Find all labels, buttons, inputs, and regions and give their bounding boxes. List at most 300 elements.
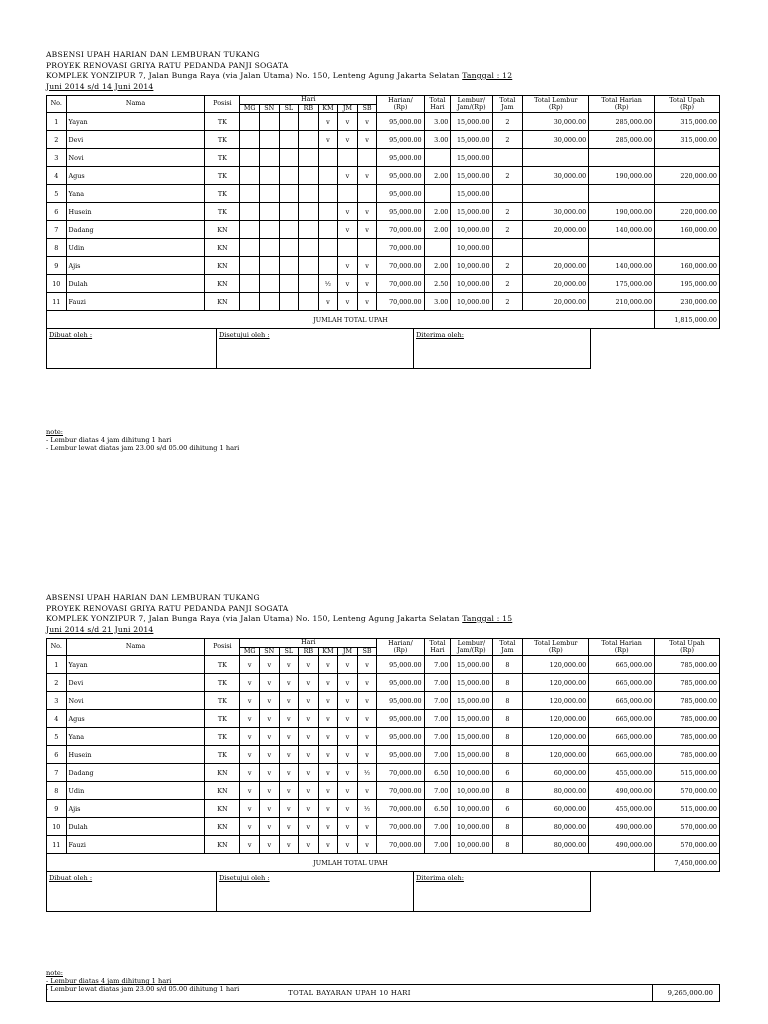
cell-day-mark: ½ <box>357 800 377 818</box>
grand-total-label: TOTAL BAYARAN UPAH 10 HARI <box>47 985 653 1001</box>
cell-lembur: 10,000.00 <box>451 782 492 800</box>
cell-nama: Agus <box>66 710 205 728</box>
cell-nama: Dulah <box>66 275 205 293</box>
cell-day-mark <box>240 257 260 275</box>
cell-total-hari <box>424 185 451 203</box>
date-period: Juni 2014 s/d 14 Juni 2014 <box>46 81 154 91</box>
cell-nama: Dadang <box>66 764 205 782</box>
cell-day-mark: v <box>259 746 279 764</box>
cell-day-mark: v <box>318 818 338 836</box>
cell-day-mark: v <box>338 674 358 692</box>
cell-day-mark: v <box>357 275 377 293</box>
cell-day-mark: v <box>299 692 319 710</box>
cell-total-harian: 665,000.00 <box>589 746 655 764</box>
cell-total-lembur: 80,000.00 <box>523 782 589 800</box>
cell-total-jam: 2 <box>492 293 523 311</box>
cell-day-mark: v <box>299 728 319 746</box>
cell-harian: 70,000.00 <box>377 239 424 257</box>
cell-day-mark: v <box>240 728 260 746</box>
cell-posisi: TK <box>205 185 240 203</box>
cell-day-mark <box>338 149 358 167</box>
cell-day-mark <box>279 185 299 203</box>
cell-nama: Agus <box>66 167 205 185</box>
cell-total-hari: 2.00 <box>424 257 451 275</box>
cell-no: 10 <box>47 275 67 293</box>
cell-day-mark: v <box>357 221 377 239</box>
cell-total-jam: 2 <box>492 203 523 221</box>
cell-day-mark: v <box>240 800 260 818</box>
col-no: No. <box>47 639 67 656</box>
cell-harian: 95,000.00 <box>377 674 424 692</box>
cell-lembur: 15,000.00 <box>451 746 492 764</box>
signature-diterima: Diterima oleh: <box>416 331 464 339</box>
cell-total-hari: 7.00 <box>424 710 451 728</box>
cell-lembur: 15,000.00 <box>451 149 492 167</box>
cell-day-mark: v <box>338 131 358 149</box>
col-total-jam: Total Jam <box>492 96 523 113</box>
cell-lembur: 15,000.00 <box>451 674 492 692</box>
cell-no: 9 <box>47 800 67 818</box>
table-row <box>47 293 720 311</box>
table-row <box>47 239 720 257</box>
cell-day-mark: v <box>299 818 319 836</box>
cell-posisi: TK <box>205 203 240 221</box>
cell-total-hari: 7.00 <box>424 728 451 746</box>
cell-harian: 70,000.00 <box>377 800 424 818</box>
cell-posisi: TK <box>205 692 240 710</box>
cell-lembur: 15,000.00 <box>451 185 492 203</box>
col-lembur: Lembur/ Jam/(Rp) <box>451 639 492 656</box>
cell-no: 7 <box>47 764 67 782</box>
cell-day-mark: v <box>259 800 279 818</box>
cell-no: 6 <box>47 203 67 221</box>
cell-total-lembur: 80,000.00 <box>523 818 589 836</box>
cell-day-mark: v <box>279 728 299 746</box>
cell-total-upah: 515,000.00 <box>655 764 720 782</box>
col-nama: Nama <box>66 639 205 656</box>
col-hari: Hari <box>240 96 377 105</box>
cell-total-hari <box>424 149 451 167</box>
cell-total-jam: 6 <box>492 764 523 782</box>
cell-day-mark: v <box>259 818 279 836</box>
cell-nama: Ajis <box>66 800 205 818</box>
cell-day-mark <box>259 113 279 131</box>
cell-nama: Yana <box>66 728 205 746</box>
col-harian: Harian/ (Rp) <box>377 96 424 113</box>
cell-day-mark <box>279 239 299 257</box>
cell-lembur: 10,000.00 <box>451 239 492 257</box>
cell-total-lembur: 30,000.00 <box>523 131 589 149</box>
cell-total-hari: 7.00 <box>424 782 451 800</box>
table-row <box>47 113 720 131</box>
doc-title: ABSENSI UPAH HARIAN DAN LEMBURAN TUKANG <box>46 593 260 602</box>
total-value: 7,450,000.00 <box>655 854 720 872</box>
cell-day-mark: v <box>240 710 260 728</box>
cell-total-lembur: 120,000.00 <box>523 656 589 674</box>
col-total-harian: Total Harian (Rp) <box>589 639 655 656</box>
col-total-upah: Total Upah (Rp) <box>655 96 720 113</box>
cell-total-lembur <box>523 239 589 257</box>
col-day: RB <box>299 104 319 113</box>
cell-no: 8 <box>47 239 67 257</box>
doc-title: ABSENSI UPAH HARIAN DAN LEMBURAN TUKANG <box>46 50 260 59</box>
cell-day-mark <box>299 275 319 293</box>
col-day: MG <box>240 104 260 113</box>
cell-total-hari: 2.00 <box>424 203 451 221</box>
cell-day-mark: v <box>318 710 338 728</box>
cell-total-hari: 7.00 <box>424 836 451 854</box>
col-day: SN <box>259 647 279 656</box>
cell-harian: 95,000.00 <box>377 185 424 203</box>
cell-posisi: KN <box>205 800 240 818</box>
cell-day-mark <box>299 203 319 221</box>
col-posisi: Posisi <box>205 639 240 656</box>
cell-day-mark: v <box>338 764 358 782</box>
cell-day-mark <box>299 131 319 149</box>
cell-day-mark: v <box>318 692 338 710</box>
cell-total-harian: 285,000.00 <box>589 113 655 131</box>
signature-disetujui: Disetujui oleh : <box>217 872 414 911</box>
cell-day-mark: v <box>240 692 260 710</box>
cell-total-jam: 2 <box>492 221 523 239</box>
col-day: SL <box>279 647 299 656</box>
cell-day-mark: v <box>318 113 338 131</box>
cell-no: 7 <box>47 221 67 239</box>
cell-day-mark: v <box>279 656 299 674</box>
cell-total-harian: 665,000.00 <box>589 656 655 674</box>
cell-day-mark <box>279 221 299 239</box>
cell-day-mark: v <box>279 674 299 692</box>
cell-day-mark: v <box>279 818 299 836</box>
note-line: - Lembur diatas 4 jam dihitung 1 hari <box>46 977 172 986</box>
cell-day-mark: v <box>338 656 358 674</box>
cell-day-mark: v <box>338 692 358 710</box>
cell-harian: 95,000.00 <box>377 203 424 221</box>
cell-nama: Dadang <box>66 221 205 239</box>
cell-no: 1 <box>47 113 67 131</box>
cell-lembur: 10,000.00 <box>451 764 492 782</box>
note-line: - Lembur lewat diatas jam 23.00 s/d 05.00 dihitung 1 hari <box>46 444 240 453</box>
cell-total-harian: 175,000.00 <box>589 275 655 293</box>
signature-box <box>46 872 591 912</box>
cell-total-harian: 665,000.00 <box>589 674 655 692</box>
cell-total-jam: 6 <box>492 800 523 818</box>
cell-total-hari: 2.50 <box>424 275 451 293</box>
cell-total-harian <box>589 185 655 203</box>
cell-total-jam: 8 <box>492 782 523 800</box>
sheet-header <box>46 50 720 92</box>
cell-day-mark <box>240 113 260 131</box>
col-day: JM <box>338 104 358 113</box>
cell-total-jam: 8 <box>492 818 523 836</box>
table-row <box>47 185 720 203</box>
signature-dibuat: Dibuat oleh : <box>47 872 217 911</box>
cell-total-jam <box>492 149 523 167</box>
cell-no: 9 <box>47 257 67 275</box>
cell-day-mark <box>259 131 279 149</box>
cell-day-mark <box>259 167 279 185</box>
cell-total-jam: 8 <box>492 656 523 674</box>
cell-day-mark <box>279 203 299 221</box>
cell-day-mark: v <box>259 728 279 746</box>
cell-day-mark: v <box>357 710 377 728</box>
notes-1 <box>46 428 720 453</box>
cell-day-mark <box>279 131 299 149</box>
cell-day-mark: v <box>259 764 279 782</box>
cell-day-mark: v <box>259 782 279 800</box>
col-day: KM <box>318 104 338 113</box>
cell-day-mark <box>240 293 260 311</box>
cell-day-mark <box>259 275 279 293</box>
cell-day-mark: v <box>318 728 338 746</box>
cell-day-mark: v <box>338 257 358 275</box>
table-row <box>47 149 720 167</box>
table-row <box>47 221 720 239</box>
cell-day-mark: v <box>279 836 299 854</box>
cell-day-mark <box>318 203 338 221</box>
table-row <box>47 728 720 746</box>
cell-day-mark <box>318 221 338 239</box>
cell-day-mark: v <box>240 674 260 692</box>
table-row <box>47 203 720 221</box>
cell-day-mark: v <box>357 746 377 764</box>
cell-day-mark: v <box>240 818 260 836</box>
cell-nama: Dulah <box>66 818 205 836</box>
cell-total-hari: 7.00 <box>424 674 451 692</box>
cell-day-mark: v <box>357 113 377 131</box>
cell-total-upah: 785,000.00 <box>655 656 720 674</box>
cell-day-mark: v <box>357 818 377 836</box>
col-total-harian: Total Harian (Rp) <box>589 96 655 113</box>
cell-nama: Udin <box>66 782 205 800</box>
cell-nama: Novi <box>66 692 205 710</box>
col-nama: Nama <box>66 96 205 113</box>
cell-total-harian: 665,000.00 <box>589 692 655 710</box>
cell-total-upah: 230,000.00 <box>655 293 720 311</box>
cell-day-mark: v <box>279 692 299 710</box>
cell-posisi: KN <box>205 257 240 275</box>
cell-day-mark: v <box>279 764 299 782</box>
cell-lembur: 15,000.00 <box>451 131 492 149</box>
col-total-lembur: Total Lembur (Rp) <box>523 639 589 656</box>
cell-posisi: KN <box>205 275 240 293</box>
cell-day-mark <box>279 113 299 131</box>
cell-day-mark: v <box>279 800 299 818</box>
cell-total-harian: 140,000.00 <box>589 221 655 239</box>
cell-day-mark <box>259 203 279 221</box>
cell-day-mark: v <box>318 746 338 764</box>
cell-nama: Yayan <box>66 656 205 674</box>
cell-day-mark: v <box>338 710 358 728</box>
cell-nama: Husein <box>66 203 205 221</box>
cell-lembur: 15,000.00 <box>451 113 492 131</box>
cell-total-harian: 285,000.00 <box>589 131 655 149</box>
cell-total-harian: 190,000.00 <box>589 203 655 221</box>
cell-nama: Ajis <box>66 257 205 275</box>
cell-day-mark <box>240 131 260 149</box>
cell-day-mark <box>357 239 377 257</box>
cell-posisi: KN <box>205 818 240 836</box>
cell-day-mark <box>240 221 260 239</box>
cell-harian: 70,000.00 <box>377 764 424 782</box>
cell-day-mark: v <box>240 746 260 764</box>
col-total-upah: Total Upah (Rp) <box>655 639 720 656</box>
cell-posisi: KN <box>205 782 240 800</box>
cell-day-mark: v <box>279 710 299 728</box>
cell-total-upah: 785,000.00 <box>655 674 720 692</box>
cell-day-mark: v <box>299 764 319 782</box>
cell-total-harian: 455,000.00 <box>589 800 655 818</box>
cell-no: 5 <box>47 728 67 746</box>
cell-total-lembur: 120,000.00 <box>523 692 589 710</box>
cell-day-mark <box>240 149 260 167</box>
cell-nama: Fauzi <box>66 293 205 311</box>
cell-total-jam: 8 <box>492 728 523 746</box>
col-posisi: Posisi <box>205 96 240 113</box>
cell-day-mark <box>240 275 260 293</box>
cell-day-mark: v <box>299 710 319 728</box>
cell-nama: Husein <box>66 746 205 764</box>
cell-day-mark <box>259 293 279 311</box>
cell-day-mark: v <box>338 221 358 239</box>
cell-harian: 70,000.00 <box>377 836 424 854</box>
cell-day-mark <box>279 167 299 185</box>
cell-total-hari <box>424 239 451 257</box>
cell-total-upah: 195,000.00 <box>655 275 720 293</box>
col-day: RB <box>299 647 319 656</box>
cell-total-jam: 2 <box>492 257 523 275</box>
cell-day-mark: v <box>338 800 358 818</box>
cell-day-mark: v <box>357 728 377 746</box>
cell-day-mark: v <box>338 167 358 185</box>
cell-total-hari: 3.00 <box>424 131 451 149</box>
cell-day-mark <box>240 167 260 185</box>
cell-posisi: KN <box>205 764 240 782</box>
cell-nama: Devi <box>66 674 205 692</box>
cell-day-mark: v <box>299 656 319 674</box>
cell-day-mark: v <box>299 674 319 692</box>
cell-day-mark <box>259 221 279 239</box>
cell-day-mark: v <box>357 203 377 221</box>
project-title: PROYEK RENOVASI GRIYA RATU PEDANDA PANJI SOGATA <box>46 60 289 70</box>
address-line: KOMPLEK YONZIPUR 7, Jalan Bunga Raya (via Jalan Utama) No. 150, Lenteng Agung Jakarta Selatan Tanggal : 15 <box>46 614 513 623</box>
cell-day-mark: v <box>318 131 338 149</box>
table-row <box>47 710 720 728</box>
cell-total-upah: 160,000.00 <box>655 221 720 239</box>
cell-nama: Fauzi <box>66 836 205 854</box>
cell-day-mark <box>318 239 338 257</box>
cell-harian: 95,000.00 <box>377 746 424 764</box>
note-line: - Lembur lewat diatas jam 23.00 s/d 05.00 dihitung 1 hari <box>46 985 240 994</box>
cell-total-hari: 3.00 <box>424 113 451 131</box>
date-start: Tanggal : 12 <box>462 71 513 80</box>
cell-day-mark <box>279 293 299 311</box>
cell-day-mark: v <box>338 818 358 836</box>
table-row <box>47 692 720 710</box>
cell-lembur: 10,000.00 <box>451 800 492 818</box>
cell-day-mark: v <box>259 656 279 674</box>
cell-day-mark: v <box>318 764 338 782</box>
cell-total-lembur: 80,000.00 <box>523 836 589 854</box>
cell-lembur: 15,000.00 <box>451 728 492 746</box>
note-title: note: <box>46 969 63 977</box>
cell-no: 11 <box>47 293 67 311</box>
cell-total-lembur: 20,000.00 <box>523 275 589 293</box>
cell-harian: 70,000.00 <box>377 818 424 836</box>
col-total-jam: Total Jam <box>492 639 523 656</box>
cell-day-mark <box>259 185 279 203</box>
cell-day-mark <box>279 149 299 167</box>
cell-harian: 95,000.00 <box>377 656 424 674</box>
cell-day-mark: v <box>318 836 338 854</box>
cell-total-lembur: 120,000.00 <box>523 746 589 764</box>
cell-no: 3 <box>47 692 67 710</box>
date-start: Tanggal : 15 <box>462 614 513 623</box>
cell-no: 1 <box>47 656 67 674</box>
table-row <box>47 275 720 293</box>
cell-day-mark: v <box>357 257 377 275</box>
cell-total-lembur <box>523 149 589 167</box>
sheet-week-1 <box>46 50 720 369</box>
cell-day-mark <box>338 239 358 257</box>
cell-day-mark: v <box>259 836 279 854</box>
cell-total-lembur: 60,000.00 <box>523 764 589 782</box>
cell-total-jam: 8 <box>492 692 523 710</box>
col-total-hari: Total Hari <box>424 96 451 113</box>
cell-lembur: 15,000.00 <box>451 203 492 221</box>
cell-lembur: 15,000.00 <box>451 167 492 185</box>
cell-total-upah: 785,000.00 <box>655 692 720 710</box>
col-day: SL <box>279 104 299 113</box>
cell-total-harian: 190,000.00 <box>589 167 655 185</box>
total-label: JUMLAH TOTAL UPAH <box>47 854 655 872</box>
cell-day-mark: v <box>318 782 338 800</box>
cell-total-lembur: 30,000.00 <box>523 167 589 185</box>
cell-no: 8 <box>47 782 67 800</box>
cell-total-harian: 665,000.00 <box>589 728 655 746</box>
cell-day-mark: v <box>318 800 338 818</box>
cell-harian: 95,000.00 <box>377 113 424 131</box>
cell-total-harian: 490,000.00 <box>589 818 655 836</box>
cell-no: 4 <box>47 167 67 185</box>
cell-posisi: TK <box>205 167 240 185</box>
cell-day-mark: ½ <box>318 275 338 293</box>
cell-harian: 95,000.00 <box>377 710 424 728</box>
cell-total-lembur: 20,000.00 <box>523 257 589 275</box>
cell-no: 2 <box>47 131 67 149</box>
cell-total-upah: 785,000.00 <box>655 710 720 728</box>
total-label: JUMLAH TOTAL UPAH <box>47 311 655 329</box>
cell-day-mark <box>299 113 319 131</box>
cell-posisi: KN <box>205 221 240 239</box>
cell-posisi: KN <box>205 293 240 311</box>
cell-harian: 70,000.00 <box>377 293 424 311</box>
cell-posisi: TK <box>205 656 240 674</box>
cell-day-mark: v <box>357 293 377 311</box>
cell-day-mark <box>299 149 319 167</box>
cell-day-mark: v <box>357 692 377 710</box>
cell-day-mark <box>240 203 260 221</box>
col-day: SB <box>357 647 377 656</box>
cell-total-upah: 160,000.00 <box>655 257 720 275</box>
cell-total-harian: 490,000.00 <box>589 836 655 854</box>
cell-day-mark: v <box>357 131 377 149</box>
cell-total-lembur: 60,000.00 <box>523 800 589 818</box>
cell-day-mark <box>357 185 377 203</box>
total-value: 1,815,000.00 <box>655 311 720 329</box>
cell-posisi: TK <box>205 149 240 167</box>
cell-harian: 70,000.00 <box>377 257 424 275</box>
